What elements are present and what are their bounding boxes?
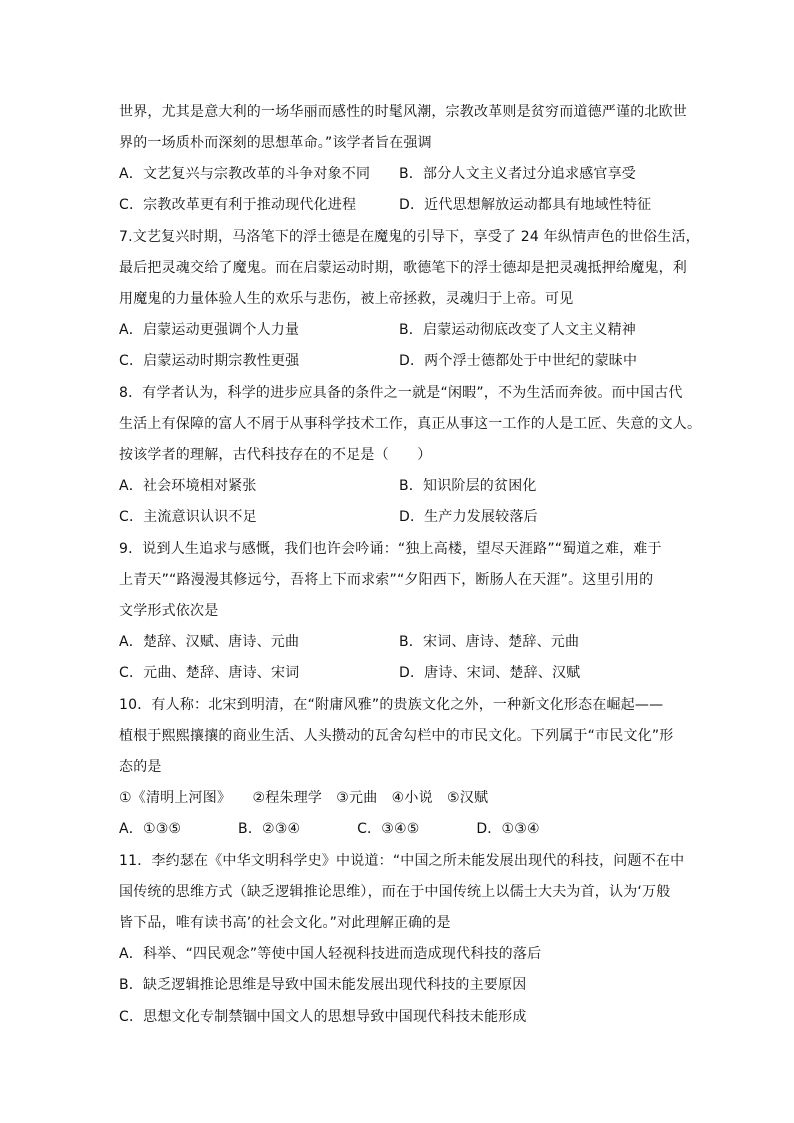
text-line: 世界，尤其是意大利的一场华丽而感性的时髦风潮，宗教改革则是贫穷而道德严谨的北欧世 [119,104,687,120]
option-c: C．宗教改革更有利于推动现代化进程 [119,197,357,213]
text-line: 用魔鬼的力量体验人生的欢乐与悲伤，被上帝拯救，灵魂归于上帝。可见 [119,291,574,307]
option-d: D．近代思想解放运动都具有地域性特征 [399,197,652,213]
option-b: B．启蒙运动彻底改变了人文主义精神 [399,322,637,338]
option-b: B．部分人文主义者过分追求感官享受 [399,166,637,182]
option-a: A．启蒙运动更强调个人力量 [119,322,300,338]
text-line: 生活上有保障的富人不屑于从事科学技术工作，真正从事这一工作的人是工匠、失意的文人。 [119,416,702,432]
text-line: 皆下品，唯有读书高’的社会文化。”对此理解正确的是 [119,915,451,931]
question-line: 9．说到人生追求与感慨，我们也许会吟诵：“独上高楼，望尽天涯路”“蜀道之难，难于 [119,541,662,557]
question-line: 8．有学者认为，科学的进步应具备的条件之一就是“闲暇”，不为生活而奔彼。而中国古代 [119,385,683,401]
text-line: 上青天”“路漫漫其修远兮，吾将上下而求索”“夕阳西下，断肠人在天涯”。这里引用的 [119,572,654,588]
option-b: B．宋词、唐诗、楚辞、元曲 [399,634,580,650]
option-a: A．楚辞、汉赋、唐诗、元曲 [119,634,300,650]
text-line: 界的一场质朴而深刻的思想革命。”该学者旨在强调 [119,135,432,151]
option-c: C．元曲、楚辞、唐诗、宋词 [119,665,300,681]
text-line: 文学形式依次是 [119,603,219,619]
option-b: B．缺乏逻辑推论思维是导致中国未能发展出现代科技的主要原因 [119,977,527,993]
text-line: 态的是 [119,759,162,775]
option-a: A．社会环境相对紧张 [119,478,257,494]
text-line: 国传统的思维方式（缺乏逻辑推论思维），而在于中国传统上以儒士大夫为首，认为‘万般 [119,884,671,900]
option-c: C．主流意识认识不足 [119,509,257,525]
choice-items: ①《清明上河图》 ②程朱理学 ③元曲 ④小说 ⑤汉赋 [119,790,489,806]
text-line: 按该学者的理解，古代科技存在的不足是（ ） [119,447,432,463]
option-c: C．思想文化专制禁锢中国文人的思想导致中国现代科技未能形成 [119,1009,527,1025]
option-a: A．科举、“四民观念”等使中国人轻视科技进而造成现代科技的落后 [119,946,542,962]
option-a: A．文艺复兴与宗教改革的斗争对象不同 [119,166,371,182]
question-line: 7.文艺复兴时期，马洛笔下的浮士德是在魔鬼的引导下，享受了 24 年纵情声色的世俗生活， [119,229,700,245]
question-line: 11．李约瑟在《中华文明科学史》中说道：“中国之所未能发展出现代的科技，问题不在中 [119,853,685,869]
question-line: 10．有人称：北宋到明清，在“附庸风雅”的贵族文化之外，一种新文化形态在崛起—— [119,697,664,713]
option-d: D．生产力发展较落后 [399,509,538,525]
option-row: A．①③⑤ B．②③④ C．③④⑤ D．①③④ [119,821,540,837]
option-c: C．启蒙运动时期宗教性更强 [119,353,300,369]
text-line: 植根于熙熙攘攘的商业生活、人头攒动的瓦舍勾栏中的市民文化。下列属于“市民文化”形 [119,728,674,744]
option-d: D．两个浮士德都处于中世纪的蒙昧中 [399,353,638,369]
text-line: 最后把灵魂交给了魔鬼。而在启蒙运动时期，歌德笔下的浮士德却是把灵魂抵押给魔鬼，利 [119,260,687,276]
option-b: B．知识阶层的贫困化 [399,478,537,494]
option-d: D．唐诗、宋词、楚辞、汉赋 [399,665,581,681]
